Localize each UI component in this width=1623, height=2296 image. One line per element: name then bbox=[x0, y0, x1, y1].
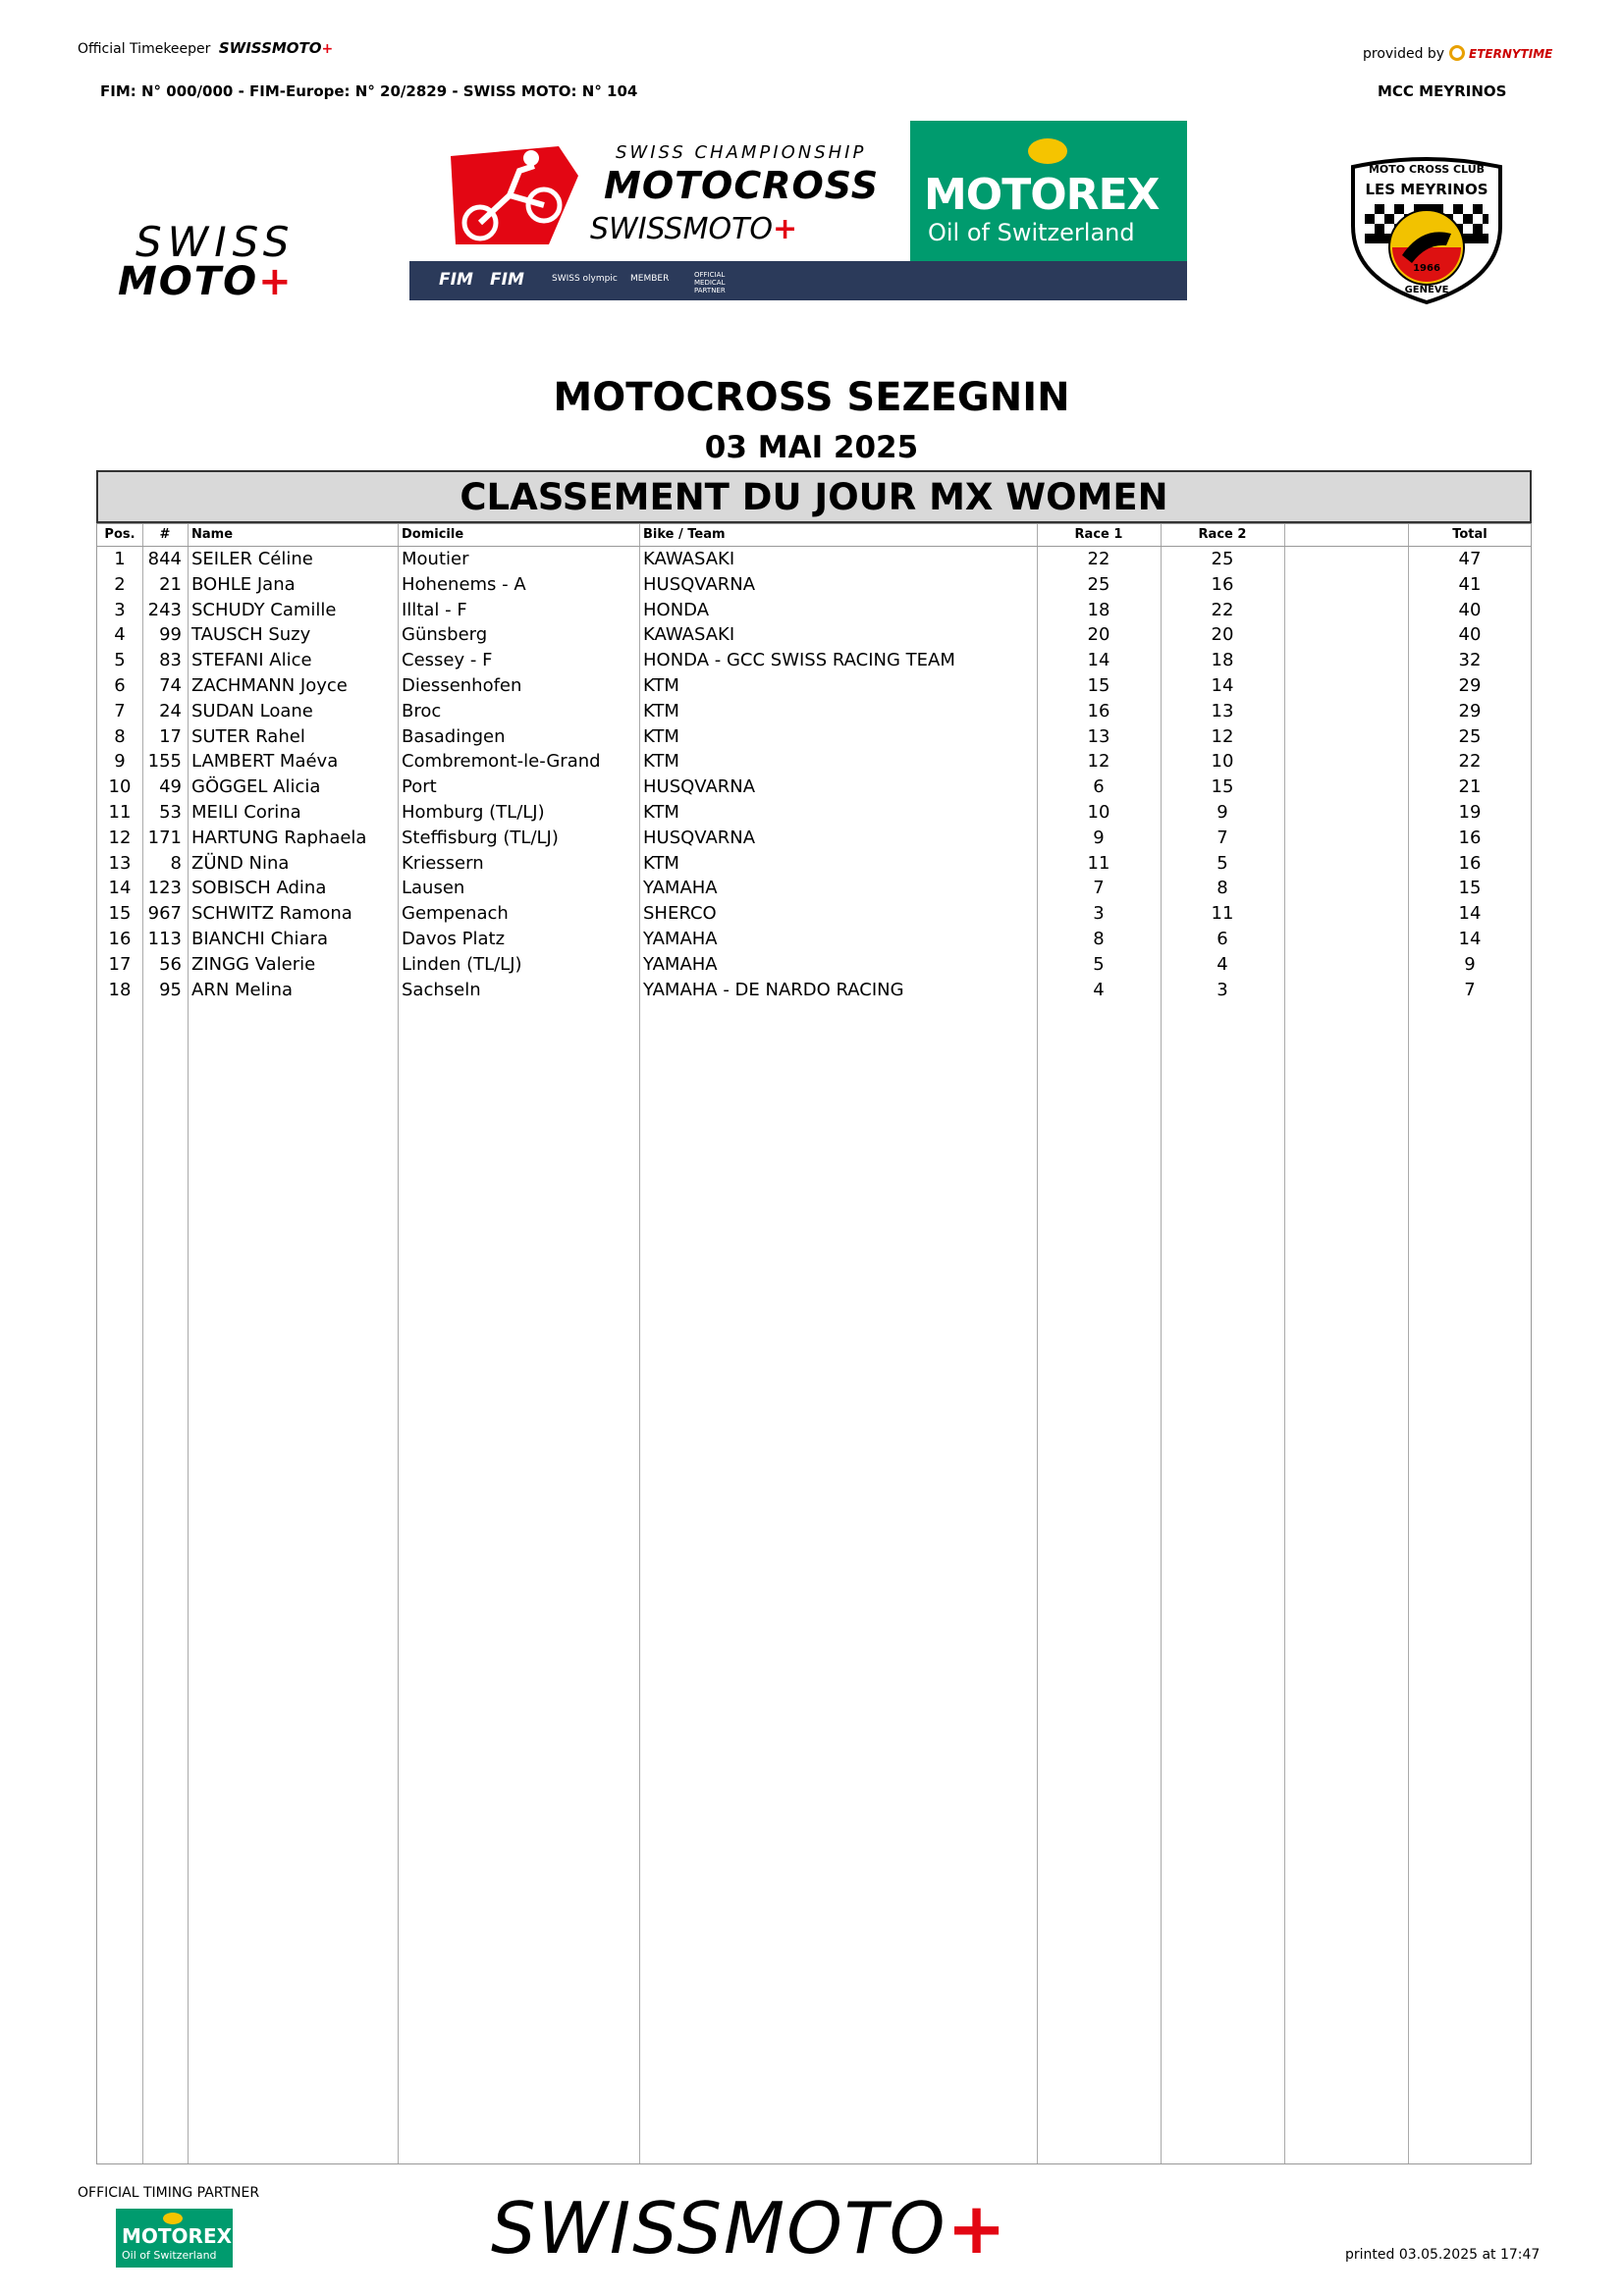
cell-name: BOHLE Jana bbox=[191, 573, 296, 595]
cell-race2: 3 bbox=[1217, 979, 1228, 1000]
cell-total: 32 bbox=[1458, 650, 1482, 671]
cell-team: KTM bbox=[643, 674, 679, 696]
cell-domicile: Sachseln bbox=[402, 979, 481, 1000]
cell-race1: 25 bbox=[1087, 573, 1110, 595]
event-date: 03 MAI 2025 bbox=[704, 430, 919, 465]
cell-race1: 11 bbox=[1087, 852, 1110, 874]
table-row bbox=[97, 598, 1531, 623]
cell-pos: 11 bbox=[108, 801, 132, 823]
results-table bbox=[96, 523, 1532, 2164]
cell-race2: 12 bbox=[1211, 725, 1234, 747]
cell-pos: 16 bbox=[108, 928, 132, 949]
cell-race2: 25 bbox=[1211, 549, 1234, 569]
cell-race1: 4 bbox=[1093, 979, 1105, 1000]
cell-race2: 5 bbox=[1217, 852, 1228, 874]
cell-domicile: Homburg (TL/LJ) bbox=[402, 801, 545, 823]
cell-team: KTM bbox=[643, 700, 679, 721]
cell-name: TAUSCH Suzy bbox=[191, 624, 311, 646]
cell-num: 967 bbox=[147, 903, 182, 925]
cell-team: SHERCO bbox=[643, 903, 717, 925]
cell-total: 22 bbox=[1458, 751, 1482, 773]
cell-total: 16 bbox=[1458, 852, 1482, 874]
cell-total: 21 bbox=[1458, 776, 1482, 798]
table-body bbox=[97, 547, 1531, 1002]
banner-swissmoto: SWISSMOTO+ bbox=[590, 212, 798, 246]
cell-domicile: Gempenach bbox=[402, 903, 509, 925]
cell-pos: 12 bbox=[108, 827, 132, 848]
cell-pos: 4 bbox=[114, 624, 126, 646]
header-race1: Race 1 bbox=[1074, 527, 1123, 542]
cell-race1: 12 bbox=[1087, 751, 1110, 773]
cell-race1: 10 bbox=[1087, 801, 1110, 823]
cell-domicile: Basadingen bbox=[402, 725, 506, 747]
classification-title: CLASSEMENT DU JOUR MX WOMEN bbox=[96, 470, 1532, 523]
cell-pos: 1 bbox=[114, 549, 126, 569]
cell-pos: 9 bbox=[114, 751, 126, 773]
cell-total: 14 bbox=[1458, 903, 1482, 925]
cell-pos: 5 bbox=[114, 650, 126, 671]
cell-name: ZÜND Nina bbox=[191, 852, 290, 874]
cell-team: HUSQVARNA bbox=[643, 827, 756, 848]
cell-name: MEILI Corina bbox=[191, 801, 301, 823]
cell-domicile: Moutier bbox=[402, 549, 469, 569]
cell-team: KTM bbox=[643, 801, 679, 823]
header-race2: Race 2 bbox=[1198, 527, 1247, 542]
cell-total: 19 bbox=[1458, 801, 1482, 823]
table-row bbox=[97, 724, 1531, 750]
table-row bbox=[97, 572, 1531, 598]
cell-team: HUSQVARNA bbox=[643, 573, 756, 595]
cell-name: HARTUNG Raphaela bbox=[191, 827, 367, 848]
cell-pos: 10 bbox=[108, 776, 132, 798]
cell-name: SUDAN Loane bbox=[191, 700, 313, 721]
cell-name: SEILER Céline bbox=[191, 549, 313, 569]
cell-total: 41 bbox=[1458, 573, 1482, 595]
motorex-drop-icon bbox=[163, 2213, 183, 2224]
header-team: Bike / Team bbox=[643, 527, 726, 542]
footer-swissmoto-logo: SWISSMOTO+ bbox=[491, 2187, 1008, 2269]
cell-race1: 13 bbox=[1087, 725, 1110, 747]
cell-team: KTM bbox=[643, 751, 679, 773]
cell-race1: 5 bbox=[1093, 953, 1105, 975]
cell-team: HUSQVARNA bbox=[643, 776, 756, 798]
cell-race1: 22 bbox=[1087, 549, 1110, 569]
cell-race2: 16 bbox=[1211, 573, 1234, 595]
timekeeper-label: Official Timekeeper SWISSMOTO+ bbox=[78, 39, 334, 57]
cell-race2: 4 bbox=[1217, 953, 1228, 975]
cell-pos: 18 bbox=[108, 979, 132, 1000]
cell-race2: 9 bbox=[1217, 801, 1228, 823]
cell-num: 56 bbox=[159, 953, 182, 975]
cell-name: GÖGGEL Alicia bbox=[191, 776, 321, 798]
fim-line: FIM: N° 000/000 - FIM-Europe: N° 20/2829 - SWISS MOTO: N° 104 bbox=[100, 82, 638, 100]
cell-pos: 3 bbox=[114, 599, 126, 620]
cell-race1: 6 bbox=[1093, 776, 1105, 798]
cell-name: LAMBERT Maéva bbox=[191, 751, 339, 773]
table-row bbox=[97, 800, 1531, 826]
cell-race1: 16 bbox=[1087, 700, 1110, 721]
cell-name: ZACHMANN Joyce bbox=[191, 674, 348, 696]
cell-num: 83 bbox=[159, 650, 182, 671]
cell-name: SOBISCH Adina bbox=[191, 878, 327, 899]
cell-num: 74 bbox=[159, 674, 182, 696]
cell-total: 47 bbox=[1458, 549, 1482, 569]
cell-domicile: Davos Platz bbox=[402, 928, 506, 949]
table-row bbox=[97, 699, 1531, 724]
cell-total: 29 bbox=[1458, 674, 1482, 696]
cell-race2: 20 bbox=[1211, 624, 1234, 646]
cell-name: ARN Melina bbox=[191, 979, 294, 1000]
cell-race1: 14 bbox=[1087, 650, 1110, 671]
cell-num: 49 bbox=[159, 776, 182, 798]
cell-race1: 9 bbox=[1093, 827, 1105, 848]
cell-pos: 8 bbox=[114, 725, 126, 747]
header-name: Name bbox=[191, 527, 234, 542]
cell-team: HONDA - GCC SWISS RACING TEAM bbox=[643, 650, 955, 671]
cell-domicile: Cessey - F bbox=[402, 650, 493, 671]
cell-num: 99 bbox=[159, 624, 182, 646]
cell-total: 40 bbox=[1458, 624, 1482, 646]
cell-race2: 8 bbox=[1217, 878, 1228, 899]
provided-by: provided by ETERNYTIME bbox=[1363, 46, 1553, 62]
motocross-rider-icon bbox=[441, 136, 588, 254]
motorex-drop-icon bbox=[1028, 138, 1067, 164]
cell-domicile: Combremont-le-Grand bbox=[402, 751, 601, 773]
championship-banner bbox=[409, 121, 1187, 300]
table-row bbox=[97, 952, 1531, 978]
eternytime-icon bbox=[1449, 45, 1465, 61]
motorex-logo: MOTOREX Oil of Switzerland bbox=[910, 121, 1187, 261]
header-domicile: Domicile bbox=[402, 527, 464, 542]
cell-race1: 3 bbox=[1093, 903, 1105, 925]
table-row bbox=[97, 901, 1531, 927]
cell-race2: 10 bbox=[1211, 751, 1234, 773]
cell-team: KTM bbox=[643, 725, 679, 747]
cell-domicile: Port bbox=[402, 776, 437, 798]
cell-num: 155 bbox=[147, 751, 182, 773]
printed-timestamp: printed 03.05.2025 at 17:47 bbox=[1345, 2247, 1541, 2263]
motorex-footer-logo: MOTOREX Oil of Switzerland bbox=[116, 2209, 233, 2268]
swissmoto-logo: SWISS MOTO+ bbox=[118, 218, 296, 304]
timekeeper-brand: SWISSMOTO bbox=[218, 39, 322, 57]
cell-domicile: Kriessern bbox=[402, 852, 484, 874]
cell-name: SCHUDY Camille bbox=[191, 599, 337, 620]
table-row bbox=[97, 673, 1531, 699]
cell-pos: 15 bbox=[108, 903, 132, 925]
cell-pos: 2 bbox=[114, 573, 126, 595]
motocross-text: MOTOCROSS bbox=[604, 164, 880, 207]
table-row bbox=[97, 648, 1531, 673]
cell-team: KAWASAKI bbox=[643, 624, 735, 646]
cell-domicile: Günsberg bbox=[402, 624, 488, 646]
cell-domicile: Illtal - F bbox=[402, 599, 467, 620]
table-row bbox=[97, 749, 1531, 774]
cell-num: 123 bbox=[147, 878, 182, 899]
cell-team: YAMAHA bbox=[643, 928, 718, 949]
table-row bbox=[97, 622, 1531, 648]
cell-num: 17 bbox=[159, 725, 182, 747]
header-total: Total bbox=[1452, 527, 1488, 542]
cell-num: 8 bbox=[170, 852, 182, 874]
cell-total: 16 bbox=[1458, 827, 1482, 848]
cell-name: ZINGG Valerie bbox=[191, 953, 316, 975]
cell-num: 24 bbox=[159, 700, 182, 721]
cell-total: 25 bbox=[1458, 725, 1482, 747]
table-row bbox=[97, 851, 1531, 877]
cell-domicile: Lausen bbox=[402, 878, 465, 899]
table-row bbox=[97, 826, 1531, 851]
cell-race2: 18 bbox=[1211, 650, 1234, 671]
cell-race2: 11 bbox=[1211, 903, 1234, 925]
cell-race2: 14 bbox=[1211, 674, 1234, 696]
swiss-championship-text: SWISS CHAMPIONSHIP bbox=[616, 142, 867, 163]
cell-team: YAMAHA - DE NARDO RACING bbox=[643, 979, 904, 1000]
header-pos: Pos. bbox=[104, 527, 135, 542]
timing-partner-label: OFFICIAL TIMING PARTNER bbox=[78, 2185, 260, 2201]
cell-pos: 6 bbox=[114, 674, 126, 696]
cell-total: 14 bbox=[1458, 928, 1482, 949]
provider-brand: ETERNYTIME bbox=[1469, 47, 1553, 61]
cell-domicile: Steffisburg (TL/LJ) bbox=[402, 827, 559, 848]
cell-race2: 22 bbox=[1211, 599, 1234, 620]
cell-domicile: Broc bbox=[402, 700, 442, 721]
cell-num: 113 bbox=[147, 928, 182, 949]
cell-num: 95 bbox=[159, 979, 182, 1000]
table-row bbox=[97, 978, 1531, 1003]
cell-total: 40 bbox=[1458, 599, 1482, 620]
cell-team: KTM bbox=[643, 852, 679, 874]
cell-name: BIANCHI Chiara bbox=[191, 928, 329, 949]
cell-team: YAMAHA bbox=[643, 953, 718, 975]
club-crest: MOTO CROSS CLUB LES MEYRINOS 1966 GENEVE bbox=[1343, 157, 1510, 304]
cell-num: 243 bbox=[147, 599, 182, 620]
cell-pos: 7 bbox=[114, 700, 126, 721]
banner-sponsor-strip: FIM FIM SWISS olympic MEMBER OFFICIAL MEDICAL PARTNER bbox=[409, 261, 1187, 300]
cell-num: 171 bbox=[147, 827, 182, 848]
cell-num: 844 bbox=[147, 549, 182, 569]
table-row bbox=[97, 547, 1531, 572]
cell-pos: 14 bbox=[108, 878, 132, 899]
cell-team: KAWASAKI bbox=[643, 549, 735, 569]
cell-domicile: Linden (TL/LJ) bbox=[402, 953, 522, 975]
cell-pos: 17 bbox=[108, 953, 132, 975]
cell-race1: 20 bbox=[1087, 624, 1110, 646]
cell-pos: 13 bbox=[108, 852, 132, 874]
cell-race1: 7 bbox=[1093, 878, 1105, 899]
cell-race2: 15 bbox=[1211, 776, 1234, 798]
cell-race2: 6 bbox=[1217, 928, 1228, 949]
cell-num: 53 bbox=[159, 801, 182, 823]
cell-name: SCHWITZ Ramona bbox=[191, 903, 352, 925]
table-header bbox=[97, 524, 1531, 547]
cell-num: 21 bbox=[159, 573, 182, 595]
cell-race2: 7 bbox=[1217, 827, 1228, 848]
event-title: MOTOCROSS SEZEGNIN bbox=[553, 375, 1070, 420]
cell-team: HONDA bbox=[643, 599, 710, 620]
club-name: MCC MEYRINOS bbox=[1378, 82, 1507, 100]
cell-race1: 8 bbox=[1093, 928, 1105, 949]
table-row bbox=[97, 927, 1531, 952]
cell-race1: 15 bbox=[1087, 674, 1110, 696]
cell-race2: 13 bbox=[1211, 700, 1234, 721]
cell-total: 15 bbox=[1458, 878, 1482, 899]
table-row bbox=[97, 876, 1531, 901]
cell-total: 7 bbox=[1464, 979, 1476, 1000]
cell-name: STEFANI Alice bbox=[191, 650, 312, 671]
header-num: # bbox=[159, 527, 171, 542]
cell-team: YAMAHA bbox=[643, 878, 718, 899]
cell-total: 9 bbox=[1464, 953, 1476, 975]
cell-race1: 18 bbox=[1087, 599, 1110, 620]
cell-total: 29 bbox=[1458, 700, 1482, 721]
cell-domicile: Hohenems - A bbox=[402, 573, 526, 595]
cell-domicile: Diessenhofen bbox=[402, 674, 522, 696]
cell-name: SUTER Rahel bbox=[191, 725, 305, 747]
table-row bbox=[97, 774, 1531, 800]
